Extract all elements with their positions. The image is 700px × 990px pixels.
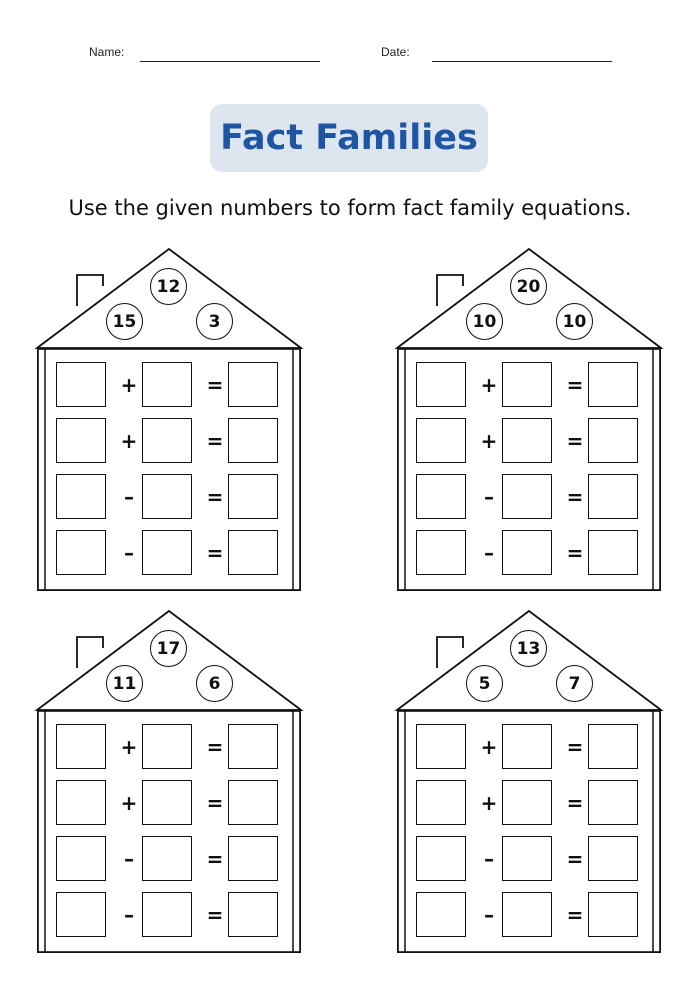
number-circle-right: 6: [196, 665, 233, 702]
answer-box[interactable]: [142, 418, 192, 463]
answer-box[interactable]: [416, 892, 466, 937]
answer-box[interactable]: [588, 474, 638, 519]
answer-box[interactable]: [502, 836, 552, 881]
equals-sign: =: [206, 428, 224, 453]
number-circle-left: 5: [466, 665, 503, 702]
operator-sign: –: [124, 540, 134, 565]
answer-box[interactable]: [502, 724, 552, 769]
answer-box[interactable]: [502, 892, 552, 937]
answer-box[interactable]: [416, 530, 466, 575]
answer-box[interactable]: [56, 418, 106, 463]
name-label: Name:: [89, 45, 125, 59]
equation-row: [416, 530, 642, 575]
equation-row: [56, 362, 282, 407]
operator-sign: +: [480, 734, 498, 759]
number-circle-right: 10: [556, 303, 593, 340]
answer-box[interactable]: [142, 892, 192, 937]
equation-row: [56, 418, 282, 463]
answer-box[interactable]: [228, 418, 278, 463]
operator-sign: –: [124, 484, 134, 509]
operator-sign: –: [484, 484, 494, 509]
date-line[interactable]: [432, 61, 612, 62]
answer-box[interactable]: [416, 836, 466, 881]
operator-sign: –: [484, 540, 494, 565]
house-body: [397, 710, 661, 953]
answer-box[interactable]: [416, 724, 466, 769]
house-body: [397, 348, 661, 591]
house-body: [37, 710, 301, 953]
answer-box[interactable]: [588, 836, 638, 881]
operator-sign: –: [484, 902, 494, 927]
answer-box[interactable]: [416, 362, 466, 407]
equation-row: [56, 780, 282, 825]
equation-row: [416, 724, 642, 769]
answer-box[interactable]: [502, 530, 552, 575]
answer-box[interactable]: [588, 418, 638, 463]
date-label: Date:: [381, 45, 410, 59]
equals-sign: =: [206, 902, 224, 927]
equals-sign: =: [206, 790, 224, 815]
house-body: [37, 348, 301, 591]
answer-box[interactable]: [56, 362, 106, 407]
answer-box[interactable]: [502, 474, 552, 519]
answer-box[interactable]: [56, 724, 106, 769]
equation-row: [416, 836, 642, 881]
operator-sign: +: [120, 372, 138, 397]
fact-family-house: [397, 246, 661, 592]
equals-sign: =: [566, 846, 584, 871]
answer-box[interactable]: [228, 724, 278, 769]
equation-row: [56, 530, 282, 575]
operator-sign: +: [120, 734, 138, 759]
answer-box[interactable]: [588, 362, 638, 407]
answer-box[interactable]: [228, 780, 278, 825]
number-circle-top: 12: [150, 268, 187, 305]
answer-box[interactable]: [142, 724, 192, 769]
number-circle-left: 15: [106, 303, 143, 340]
number-circle-left: 10: [466, 303, 503, 340]
answer-box[interactable]: [56, 892, 106, 937]
answer-box[interactable]: [588, 780, 638, 825]
operator-sign: +: [480, 790, 498, 815]
equals-sign: =: [566, 790, 584, 815]
number-circle-top: 20: [510, 268, 547, 305]
answer-box[interactable]: [56, 530, 106, 575]
answer-box[interactable]: [588, 724, 638, 769]
answer-box[interactable]: [228, 892, 278, 937]
equals-sign: =: [206, 484, 224, 509]
answer-box[interactable]: [142, 362, 192, 407]
operator-sign: –: [124, 846, 134, 871]
equals-sign: =: [206, 540, 224, 565]
number-circle-right: 3: [196, 303, 233, 340]
answer-box[interactable]: [502, 362, 552, 407]
equals-sign: =: [566, 902, 584, 927]
number-circle-right: 7: [556, 665, 593, 702]
equals-sign: =: [566, 484, 584, 509]
fact-family-house: [397, 608, 661, 954]
equation-row: [56, 724, 282, 769]
equation-row: [416, 418, 642, 463]
answer-box[interactable]: [588, 892, 638, 937]
operator-sign: +: [120, 428, 138, 453]
answer-box[interactable]: [228, 474, 278, 519]
operator-sign: +: [120, 790, 138, 815]
answer-box[interactable]: [228, 836, 278, 881]
answer-box[interactable]: [142, 836, 192, 881]
answer-box[interactable]: [142, 780, 192, 825]
equals-sign: =: [566, 540, 584, 565]
answer-box[interactable]: [416, 780, 466, 825]
equals-sign: =: [566, 734, 584, 759]
answer-box[interactable]: [416, 474, 466, 519]
number-circle-top: 13: [510, 630, 547, 667]
fact-family-house: [37, 608, 301, 954]
answer-box[interactable]: [56, 474, 106, 519]
answer-box[interactable]: [56, 780, 106, 825]
title-banner: [210, 104, 488, 172]
fact-family-house: [37, 246, 301, 592]
equation-row: [416, 892, 642, 937]
equation-row: [56, 836, 282, 881]
answer-box[interactable]: [228, 362, 278, 407]
number-circle-top: 17: [150, 630, 187, 667]
answer-box[interactable]: [416, 418, 466, 463]
equals-sign: =: [206, 846, 224, 871]
equals-sign: =: [566, 372, 584, 397]
equation-row: [56, 474, 282, 519]
name-line[interactable]: [140, 61, 320, 62]
equation-row: [56, 892, 282, 937]
answer-box[interactable]: [228, 530, 278, 575]
answer-box[interactable]: [142, 474, 192, 519]
operator-sign: +: [480, 372, 498, 397]
equals-sign: =: [206, 734, 224, 759]
instructions: Use the given numbers to form fact family equations.: [68, 196, 632, 220]
equation-row: [416, 780, 642, 825]
equals-sign: =: [206, 372, 224, 397]
operator-sign: +: [480, 428, 498, 453]
equation-row: [416, 362, 642, 407]
operator-sign: –: [124, 902, 134, 927]
answer-box[interactable]: [502, 418, 552, 463]
number-circle-left: 11: [106, 665, 143, 702]
equation-row: [416, 474, 642, 519]
equals-sign: =: [566, 428, 584, 453]
answer-box[interactable]: [142, 530, 192, 575]
answer-box[interactable]: [588, 530, 638, 575]
answer-box[interactable]: [502, 780, 552, 825]
answer-box[interactable]: [56, 836, 106, 881]
page-title: Fact Families: [220, 118, 478, 158]
operator-sign: –: [484, 846, 494, 871]
